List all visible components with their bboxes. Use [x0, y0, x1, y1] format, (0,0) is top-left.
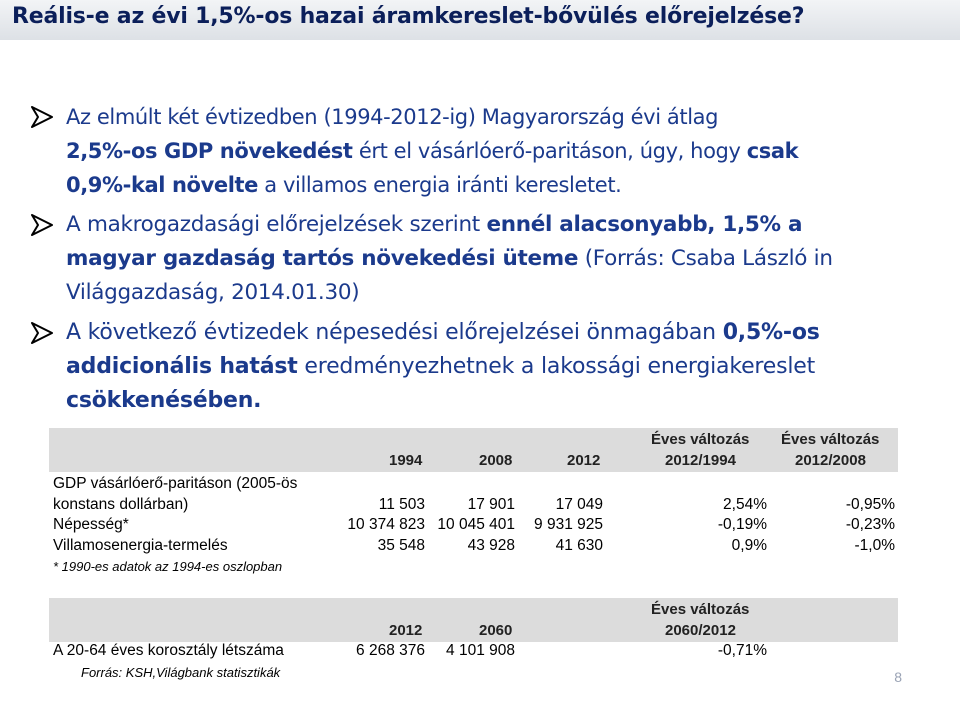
col-header-1994: 1994	[389, 452, 423, 469]
bullet-1-text: ért el vásárlóerő-paritáson, úgy, hogy	[352, 139, 747, 163]
bullet-2-bold: ennél alacsonyabb, 1,5% a	[486, 212, 803, 237]
col-header-change-bottom: 2060/2012	[665, 622, 736, 639]
footnote: * 1990-es adatok az 1994-es oszlopban	[53, 559, 283, 574]
bullet-2-text: (Forrás: Csaba László in	[578, 246, 833, 271]
cell-2012: 17 049	[555, 496, 603, 513]
table1-header-band	[49, 428, 898, 472]
col-header-2012: 2012	[567, 452, 601, 469]
row-label: Népesség*	[53, 516, 129, 533]
cell-1994: 10 374 823	[347, 516, 425, 533]
bullet-item-2	[30, 208, 930, 310]
cell-2012: 9 931 925	[534, 516, 603, 533]
cell-1994: 11 503	[378, 496, 425, 513]
table2-header-band	[49, 598, 898, 642]
arrow-bullet-icon	[30, 214, 54, 236]
page-number: 8	[894, 669, 902, 685]
cell-2008: 10 045 401	[437, 516, 515, 533]
bullet-2-text: Világgazdaság, 2014.01.30)	[66, 280, 360, 305]
bullet-3-bold: 0,5%-os	[722, 320, 820, 345]
source-note: Forrás: KSH,Világbank statisztikák	[81, 665, 281, 680]
bullet-1-bold: 0,9%-kal növelte	[66, 173, 258, 197]
row-label: Villamosenergia-termelés	[53, 537, 228, 554]
bullet-list	[30, 100, 930, 424]
cell-change1: -0,19%	[717, 516, 767, 533]
bullet-1-bold: csak	[746, 139, 799, 163]
cell-2060: 4 101 908	[446, 642, 515, 659]
title-bar	[0, 0, 960, 40]
col-header-change2-bottom: 2012/2008	[795, 452, 866, 469]
col-header-change1-top: Éves változás	[651, 431, 750, 448]
bullet-1-bold: 2,5%-os GDP növekedést	[66, 139, 353, 163]
cell-2008: 43 928	[467, 537, 515, 554]
cell-2012: 6 268 376	[356, 642, 425, 659]
row-label: A 20-64 éves korosztály létszáma	[53, 642, 284, 659]
bullet-3-text: A következő évtizedek népesedési előrejelzései önmagában	[66, 320, 723, 345]
row-label: konstans dollárban)	[53, 496, 189, 513]
cell-2012: 41 630	[555, 537, 603, 554]
arrow-bullet-icon	[30, 322, 54, 344]
cell-1994: 35 548	[377, 537, 425, 554]
cell-change1: 0,9%	[731, 537, 767, 554]
cell-2008: 17 901	[467, 496, 515, 513]
bullet-2-bold: magyar gazdaság tartós növekedési üteme	[66, 246, 579, 271]
col-header-change-top: Éves változás	[651, 601, 750, 618]
cell-change2: -0,23%	[845, 516, 895, 533]
bullet-item-3	[30, 316, 930, 418]
row-label: GDP vásárlóerő-paritáson (2005-ös	[53, 475, 298, 492]
col-header-2008: 2008	[479, 452, 513, 469]
col-header-change1-bottom: 2012/1994	[665, 452, 736, 469]
bullet-1-text: Az elmúlt két évtizedben (1994-2012-ig) Magyarország évi átlag	[66, 105, 719, 129]
col-header-2060: 2060	[479, 622, 513, 639]
bullet-3-text: eredményezhetnek a lakossági energiakereslet	[297, 354, 816, 379]
bullet-item-1	[30, 100, 930, 202]
statistics-table	[49, 428, 898, 683]
col-header-change2-top: Éves változás	[781, 431, 880, 448]
bullet-1-text: a villamos energia iránti keresletet.	[258, 173, 622, 197]
bullet-2-text: A makrogazdasági előrejelzések szerint	[66, 212, 487, 237]
arrow-bullet-icon	[30, 106, 54, 128]
col-header-2012: 2012	[389, 622, 423, 639]
slide-title: Reális-e az évi 1,5%-os hazai áramkereslet-bővülés előrejelzése?	[12, 4, 805, 29]
cell-change1: 2,54%	[723, 496, 767, 513]
bullet-3-bold: csökkenésében.	[66, 388, 262, 413]
bullet-3-bold: addicionális hatást	[66, 354, 298, 379]
cell-change: -0,71%	[717, 642, 767, 659]
cell-change2: -0,95%	[845, 496, 895, 513]
cell-change2: -1,0%	[854, 537, 895, 554]
